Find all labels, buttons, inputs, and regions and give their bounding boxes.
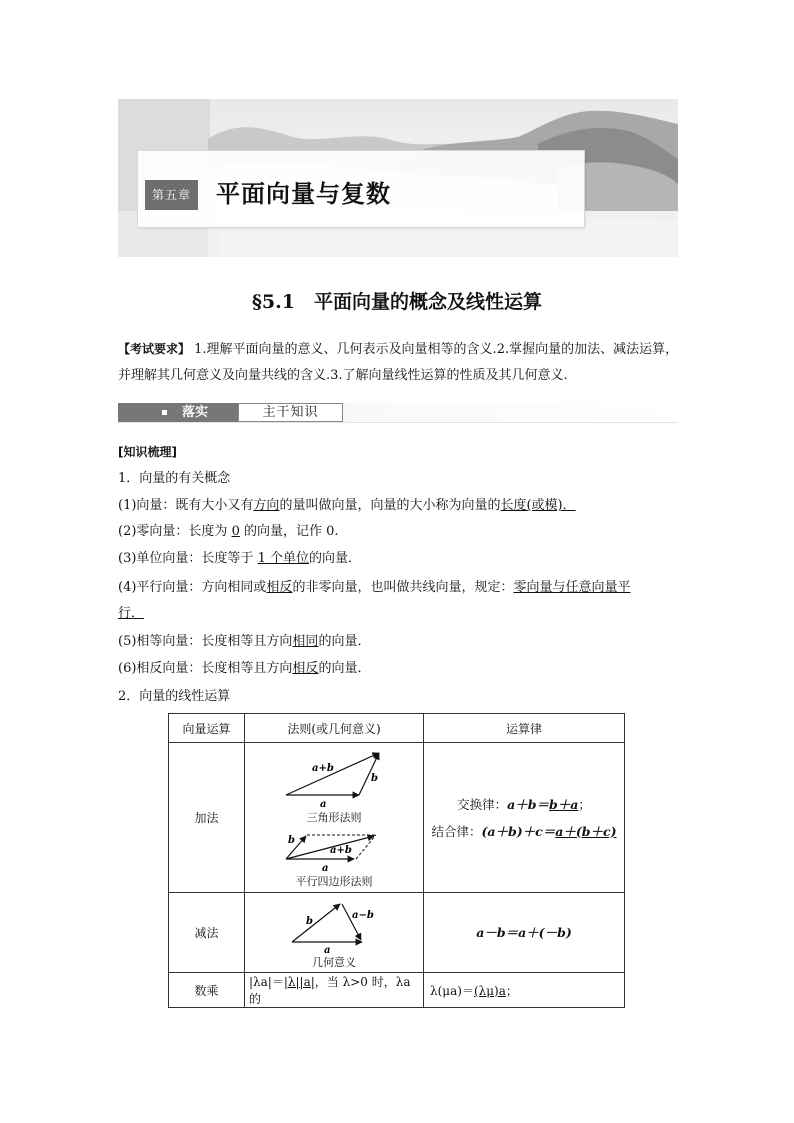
- concept-parallel-vector: [118, 579, 630, 597]
- caption-parallelogram-rule: 平行四边形法则: [295, 874, 373, 888]
- concept-vector: [118, 497, 576, 515]
- text: (1)向量：既有大小又有: [118, 498, 254, 513]
- subtraction-diagram: [284, 898, 384, 954]
- addition-laws: [424, 743, 625, 893]
- op-addition: 加法: [169, 743, 245, 893]
- label-b: b: [371, 772, 378, 784]
- scalar-rule: [245, 973, 424, 1008]
- scalar-law: [424, 973, 625, 1008]
- header-law: 运算律: [424, 714, 625, 743]
- commutative-law: [424, 791, 624, 818]
- text: (3)单位向量：长度等于: [118, 551, 258, 566]
- answer-underline: 方向: [253, 498, 280, 513]
- chapter-title: 平面向量与复数: [216, 180, 391, 208]
- answer-underline: 相反: [266, 580, 293, 595]
- concept-zero-vector: [118, 523, 339, 541]
- table-row-subtraction: [169, 893, 625, 973]
- label-a: a: [324, 944, 331, 954]
- text: (6)相反向量：长度相等且方向: [118, 661, 293, 676]
- answer-underline: 相同: [292, 634, 319, 649]
- text: 的向量．: [318, 634, 371, 649]
- answer-underline: (λμ)a: [473, 983, 506, 998]
- op-scalar-multiplication: 数乘: [169, 973, 245, 1008]
- answer-underline: b＋a: [549, 796, 579, 812]
- answer-underline: 零向量与任意向量平: [513, 580, 631, 595]
- table-row-addition: [169, 743, 625, 893]
- label-a: a: [320, 798, 327, 809]
- answer-underline: 1 个单位: [257, 551, 309, 566]
- op-subtraction: 减法: [169, 893, 245, 973]
- section-title: §5.1 平面向量的概念及线性运算: [252, 291, 542, 313]
- bar-light-tab: 主干知识: [238, 403, 343, 422]
- item-2-heading: 2．向量的线性运算: [118, 689, 231, 704]
- label-a-plus-b: a+b: [312, 762, 334, 774]
- table-row-scalar: [169, 973, 625, 1008]
- concept-unit-vector: [118, 550, 361, 568]
- text: (a＋b)＋c＝: [481, 823, 556, 839]
- bar-dark-tab: [118, 403, 238, 422]
- requirements-label: 【考试要求】: [118, 342, 191, 356]
- answer-underline: 0: [231, 524, 240, 539]
- answer-underline: 长度(或模)．: [500, 498, 576, 513]
- answer-underline: 行．: [118, 606, 145, 621]
- exam-requirements: [118, 336, 680, 389]
- answer-underline: 相反: [292, 661, 319, 676]
- bar-dark-label: 落实: [182, 405, 209, 420]
- concept-opposite-vector: [118, 660, 370, 678]
- triangle-rule-diagram: [274, 747, 394, 809]
- text: ；: [578, 796, 591, 812]
- label-a-plus-b: a+b: [330, 844, 352, 856]
- text: 的向量．: [318, 661, 371, 676]
- header-rule: 法则(或几何意义): [245, 714, 424, 743]
- parallelogram-rule-diagram: [274, 829, 394, 873]
- label-b: b: [306, 915, 313, 927]
- text: 结合律：: [431, 823, 482, 839]
- item-1-heading: 1．向量的有关概念: [118, 471, 231, 486]
- caption-triangle-rule: 三角形法则: [306, 810, 362, 824]
- text: 的非零向量，也叫做共线向量，规定：: [292, 580, 514, 595]
- table-header-row: [169, 714, 625, 743]
- subtraction-figure: [245, 893, 424, 973]
- text: (5)相等向量：长度相等且方向: [118, 634, 293, 649]
- text: λ(μa)＝: [430, 983, 474, 998]
- text: 的量叫做向量，向量的大小称为向量的: [279, 498, 501, 513]
- knowledge-heading: [知识梳理]: [118, 445, 177, 459]
- text: ；: [505, 983, 518, 998]
- text: |λa|＝: [249, 975, 284, 989]
- text: (2)零向量：长度为: [118, 524, 232, 539]
- linear-operations-table: [168, 713, 625, 1008]
- subtraction-law: [424, 893, 625, 973]
- label-b: b: [288, 834, 295, 846]
- text: 交换律：: [457, 796, 508, 812]
- caption-geometric-meaning: 几何意义: [312, 955, 356, 969]
- text: 的向量．: [308, 551, 361, 566]
- text: 的向量，记作 0.: [239, 524, 339, 539]
- chapter-badge: 第五章: [145, 180, 198, 210]
- label-a-minus-b: a−b: [352, 909, 374, 921]
- requirements-text: 1.理解平面向量的意义、几何表示及向量相等的含义.2.掌握向量的加法、减法运算，并理解其几何意义及向量共线的含义.3.了解向量线性运算的性质及其几何意义.: [118, 342, 679, 383]
- addition-figures: [245, 743, 424, 893]
- header-operation: 向量运算: [169, 714, 245, 743]
- label-a: a: [322, 862, 329, 873]
- concept-parallel-vector-cont: [118, 605, 144, 623]
- answer-underline: a＋(b＋c): [555, 823, 617, 839]
- text: ，当 λ>0 时，λa 的: [249, 975, 411, 1006]
- square-bullet-icon: [162, 410, 167, 415]
- answer-underline: |λ||a|: [283, 975, 315, 989]
- text: a＋b＝: [507, 796, 549, 812]
- text: (4)平行向量：方向相同或: [118, 580, 267, 595]
- associative-law: [424, 818, 624, 845]
- text: a－b＝a＋(－b): [476, 925, 572, 940]
- concept-equal-vector: [118, 633, 370, 651]
